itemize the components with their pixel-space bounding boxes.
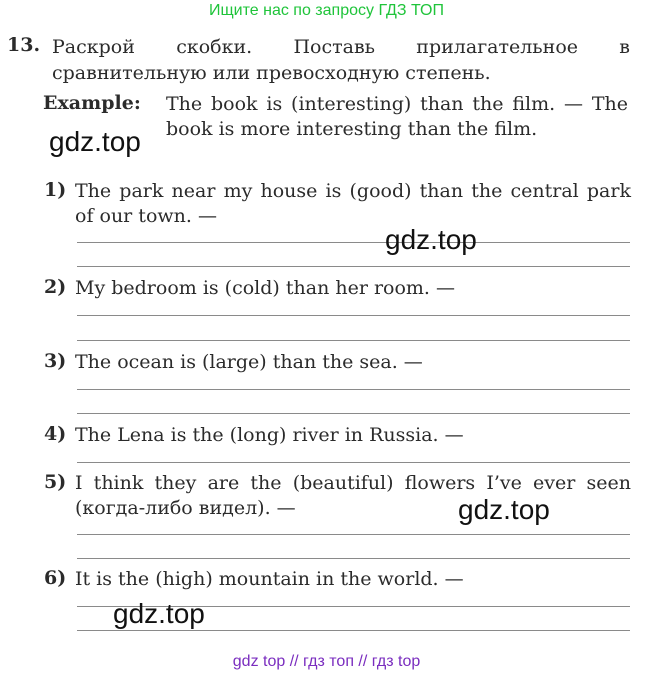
- task-number: 13.: [7, 34, 41, 56]
- watermark: gdz.top: [113, 598, 205, 629]
- answer-line: [77, 242, 630, 243]
- item-text: I think they are the (beautiful) flowers I’ve ever seen (когда-либо видел). —: [75, 472, 631, 519]
- answer-line: [77, 389, 630, 390]
- answer-line: [77, 266, 630, 267]
- item-number: 4): [44, 423, 67, 445]
- watermark: gdz.top: [458, 494, 550, 525]
- bottom-banner: gdz top // гдз топ // гдз top: [232, 653, 421, 670]
- answer-line: [77, 462, 630, 463]
- example-text: The book is (interesting) than the film. — The book is more interesting than the film.: [166, 93, 628, 140]
- watermark: gdz.top: [49, 126, 141, 157]
- item-number: 3): [44, 350, 67, 372]
- answer-line: [77, 413, 630, 414]
- item-number: 5): [44, 471, 67, 493]
- answer-line: [77, 340, 630, 341]
- task-instruction: Раскрой скобки. Поставь прилагательное в сравнительную или превосходную степень.: [52, 36, 630, 84]
- top-banner: Ищите нас по запросу ГДЗ ТОП: [209, 2, 444, 19]
- item-number: 6): [44, 567, 67, 589]
- item-text: The park near my house is (good) than the central park of our town. —: [75, 180, 631, 227]
- example-label: Example:: [43, 92, 141, 114]
- item-text: The Lena is the (long) river in Russia. —: [75, 424, 464, 446]
- item-text: It is the (high) mountain in the world. —: [75, 568, 464, 590]
- answer-line: [77, 315, 630, 316]
- answer-line: [77, 630, 630, 631]
- item-number: 2): [44, 276, 67, 298]
- item-text: My bedroom is (cold) than her room. —: [75, 277, 455, 299]
- item-text: The ocean is (large) than the sea. —: [75, 351, 423, 373]
- item-number: 1): [44, 179, 67, 201]
- answer-line: [77, 534, 630, 535]
- answer-line: [77, 558, 630, 559]
- watermark: gdz.top: [385, 224, 477, 255]
